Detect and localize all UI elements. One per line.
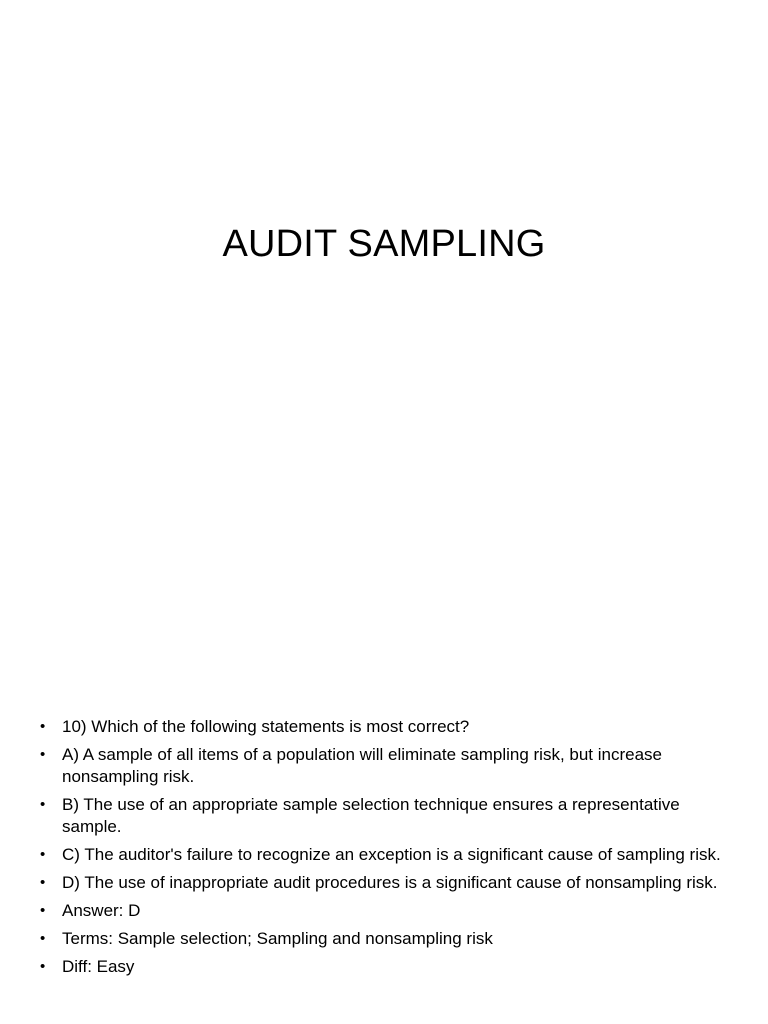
bullet-text: C) The auditor's failure to recognize an exception is a significant cause of sampling risk. [62,845,721,864]
bullet-item-difficulty [40,956,730,978]
bullet-icon: • [40,796,46,813]
bullet-text: 10) Which of the following statements is most correct? [62,717,470,736]
bullet-list [40,716,730,984]
bullet-text: Answer: D [62,901,141,920]
bullet-text: D) The use of inappropriate audit procedures is a significant cause of nonsampling risk. [62,873,718,892]
bullet-icon: • [40,902,46,919]
bullet-text: Diff: Easy [62,957,135,976]
slide-title: AUDIT SAMPLING [222,223,546,265]
bullet-icon: • [40,874,46,891]
bullet-item-option-a [40,744,730,788]
bullet-icon: • [40,846,46,863]
bullet-item-question [40,716,730,738]
bullet-text: B) The use of an appropriate sample selection technique ensures a representative sample. [62,795,680,836]
bullet-item-terms [40,928,730,950]
bullet-item-option-b [40,794,730,838]
bullet-item-option-d [40,872,730,894]
bullet-text: A) A sample of all items of a population will eliminate sampling risk, but increase nonsampling risk. [62,745,663,786]
bullet-text: Terms: Sample selection; Sampling and nonsampling risk [62,929,493,948]
bullet-item-option-c [40,844,730,866]
bullet-icon: • [40,718,46,735]
bullet-icon: • [40,958,46,975]
bullet-icon: • [40,930,46,947]
bullet-item-answer [40,900,730,922]
bullet-icon: • [40,746,46,763]
